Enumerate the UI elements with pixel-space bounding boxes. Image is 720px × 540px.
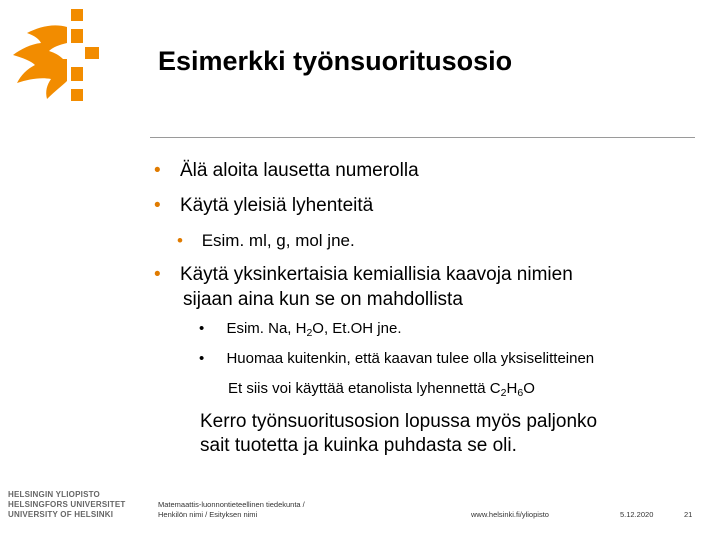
closing-note-line2: sait tuotetta ja kuinka puhdasta se oli.: [200, 435, 517, 456]
footer-unit-line1: Matemaattis-luonnontieteellinen tiedekunta /: [158, 500, 305, 509]
footer-date: 5.12.2020: [620, 510, 654, 519]
bullet-item: [154, 262, 573, 312]
footer-url[interactable]: www.helsinki.fi/yliopisto: [471, 510, 549, 519]
closing-note-line1: Kerro työnsuoritusosion lopussa myös paljonko: [200, 411, 598, 432]
bullet-text: Esim. ml, g, mol jne.: [201, 231, 355, 250]
bullet-item: [154, 160, 419, 182]
closing-note: [200, 410, 680, 458]
bullet-marker: •: [177, 231, 183, 250]
page-number: 21: [684, 510, 693, 519]
sub-bullet-item: [199, 350, 594, 367]
slide-title: Esimerkki työnsuoritusosio: [158, 46, 513, 76]
etanol-note: Et siis voi käyttää etanolista lyhennettä $C_2H_6O$: [228, 380, 535, 399]
footer-unit-line2: Henkilön nimi / Esityksen nimi: [158, 510, 258, 519]
university-name-sv: HELSINGFORS UNIVERSITET: [8, 500, 126, 509]
university-flame-logo-icon: [5, 3, 115, 108]
university-name-en: UNIVERSITY OF HELSINKI: [8, 510, 114, 519]
bullet-text: Huomaa kuitenkin, että kaavan tulee olla yksiselitteinen: [226, 350, 595, 367]
university-name-fi: HELSINGIN YLIOPISTO: [8, 490, 100, 499]
bullet-marker: •: [154, 264, 161, 285]
university-name: [8, 490, 126, 520]
bullet-text-line1: Käytä yksinkertaisia kemiallisia kaavoja nimien: [179, 264, 573, 285]
bullet-marker: •: [154, 160, 161, 181]
footer-unit: [158, 500, 305, 520]
sub-bullet-item: [199, 320, 402, 337]
bullet-marker: •: [154, 195, 161, 216]
bullet-text: Käytä yleisiä lyhenteitä: [179, 195, 374, 216]
bullet-marker: •: [199, 320, 205, 337]
bullet-marker: •: [199, 350, 205, 367]
bullet-text-line2: sijaan aina kun se on mahdollista: [183, 289, 463, 310]
title-divider: [150, 137, 695, 138]
bullet-text: Esim. Na, $H_2O$, Et.OH jne.: [226, 320, 402, 339]
bullet-text: Älä aloita lausetta numerolla: [179, 160, 419, 181]
bullet-item: [154, 195, 373, 217]
sub-bullet-item: [177, 231, 355, 251]
